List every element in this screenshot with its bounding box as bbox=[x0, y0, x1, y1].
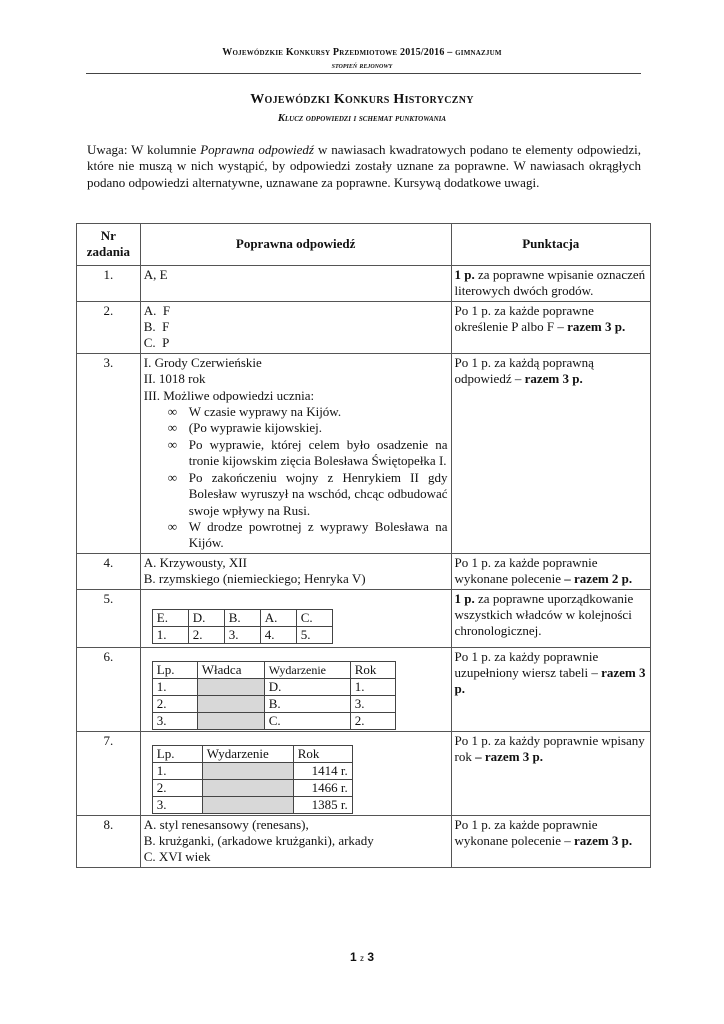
col-header: Rok bbox=[293, 745, 352, 762]
answer-line: B. krużganki, (arkadowe krużganki), arkady bbox=[143, 832, 374, 848]
task-answer bbox=[140, 815, 451, 867]
points-text: za poprawne wpisanie oznaczeń literowych dwóch grodów. bbox=[454, 266, 646, 299]
bullet-item bbox=[168, 519, 448, 552]
bullet-text: W drodze powrotnej z wyprawy Bolesława na Kijów. bbox=[188, 518, 448, 551]
task-answer bbox=[140, 553, 451, 589]
shaded-cell bbox=[202, 762, 293, 779]
task-number: 1. bbox=[77, 265, 141, 301]
cell: 2. bbox=[152, 779, 202, 796]
shaded-cell bbox=[197, 695, 264, 712]
years-table-row bbox=[152, 779, 352, 796]
order-cell: 4. bbox=[260, 626, 296, 643]
table-row bbox=[77, 647, 651, 731]
shaded-cell bbox=[202, 779, 293, 796]
cell: 1414 r. bbox=[293, 762, 352, 779]
points-bold: 1 p. bbox=[454, 266, 475, 282]
note-italic: Poprawna odpowiedź bbox=[200, 142, 314, 157]
cell: 1. bbox=[152, 678, 197, 695]
cell: D. bbox=[264, 678, 350, 695]
task-answer: A, E bbox=[140, 265, 451, 301]
task-number: 6. bbox=[77, 647, 141, 731]
header-answer: Poprawna odpowiedź bbox=[140, 224, 451, 266]
col-header: Wydarzenie bbox=[202, 745, 293, 762]
task-answer bbox=[140, 353, 451, 553]
shaded-cell bbox=[197, 678, 264, 695]
rulers-table-row bbox=[152, 695, 395, 712]
table-row bbox=[77, 265, 651, 301]
header-divider bbox=[86, 73, 641, 74]
answer-line: B. rzymskiego (niemieckiego; Henryka V) bbox=[143, 571, 366, 587]
bullet-text: W czasie wyprawy na Kijów. bbox=[188, 404, 342, 420]
points-bold: – razem 2 p. bbox=[564, 571, 633, 587]
order-cell: C. bbox=[296, 609, 332, 626]
order-cell: 2. bbox=[188, 626, 224, 643]
task-points bbox=[451, 647, 650, 731]
page-current: 1 bbox=[349, 950, 357, 964]
cell: 1. bbox=[152, 762, 202, 779]
shaded-cell bbox=[197, 712, 264, 729]
points-text: Po 1 p. za każde poprawnie wykonane polecenie – bbox=[454, 816, 598, 848]
task-points bbox=[451, 731, 650, 815]
header-line-2: stopień rejonowy bbox=[331, 60, 393, 70]
bullet-item bbox=[168, 470, 448, 519]
order-cell: E. bbox=[152, 609, 188, 626]
cell: 1466 r. bbox=[293, 779, 352, 796]
years-table-header bbox=[152, 745, 352, 762]
order-cell: A. bbox=[260, 609, 296, 626]
answer-line: C. P bbox=[143, 335, 170, 351]
task-answer bbox=[140, 301, 451, 353]
task-number: 7. bbox=[77, 731, 141, 815]
header-points: Punktacja bbox=[451, 224, 650, 266]
rulers-table-row bbox=[152, 712, 395, 729]
note-text-1: Uwaga: W kolumnie bbox=[87, 142, 201, 157]
infinity-bullet-icon: ∞ bbox=[167, 404, 178, 420]
cell: 3. bbox=[350, 695, 395, 712]
cell: C. bbox=[264, 712, 350, 729]
years-table-row bbox=[152, 762, 352, 779]
rulers-table bbox=[152, 661, 396, 730]
order-letters-row bbox=[152, 609, 332, 626]
page-total: 3 bbox=[367, 950, 375, 964]
points-text: Po 1 p. za każdy poprawnie uzupełniony wiersz tabeli – bbox=[454, 648, 602, 680]
cell: 3. bbox=[152, 796, 202, 813]
shaded-cell bbox=[202, 796, 293, 813]
points-text: Po 1 p. za każde poprawnie wykonane polecenie bbox=[454, 554, 598, 587]
page-number bbox=[0, 950, 724, 964]
task-number: 8. bbox=[77, 815, 141, 867]
bullet-item bbox=[168, 404, 448, 420]
order-numbers-row bbox=[152, 626, 332, 643]
answer-line: I. Grody Czerwieńskie bbox=[143, 354, 262, 370]
table-header-row bbox=[77, 224, 651, 266]
bullet-item bbox=[168, 437, 448, 470]
infinity-bullet-icon: ∞ bbox=[167, 518, 178, 534]
header-nr: Nr zadania bbox=[77, 224, 141, 266]
points-text: za poprawne uporządkowanie wszystkich władców w kolejności chronologicznej. bbox=[454, 590, 634, 639]
table-row bbox=[77, 301, 651, 353]
table-row bbox=[77, 815, 651, 867]
order-cell: B. bbox=[224, 609, 260, 626]
bullet-item bbox=[168, 420, 448, 436]
header-line-1: Wojewódzkie Konkursy Przedmiotowe 2015/2016 – gimnazjum bbox=[222, 47, 502, 58]
answer-line: II. 1018 rok bbox=[143, 371, 206, 387]
task-answer bbox=[140, 647, 451, 731]
col-header: Wydarzenie bbox=[264, 661, 350, 678]
task-answer bbox=[140, 731, 451, 815]
order-cell: 1. bbox=[152, 626, 188, 643]
col-header: Lp. bbox=[152, 661, 197, 678]
table-row bbox=[77, 553, 651, 589]
infinity-bullet-icon: ∞ bbox=[167, 436, 178, 452]
task-number: 2. bbox=[77, 301, 141, 353]
task-points bbox=[451, 353, 650, 553]
task-points bbox=[451, 815, 650, 867]
answer-line: III. Możliwe odpowiedzi ucznia: bbox=[143, 387, 315, 403]
points-text: Po 1 p. za każdy poprawnie wpisany rok bbox=[454, 732, 645, 764]
task-number: 4. bbox=[77, 553, 141, 589]
infinity-bullet-icon: ∞ bbox=[167, 469, 178, 485]
points-bold: – razem 3 p. bbox=[475, 748, 544, 764]
table-row bbox=[77, 731, 651, 815]
years-table bbox=[152, 745, 353, 814]
task-points bbox=[451, 301, 650, 353]
task-number: 3. bbox=[77, 353, 141, 553]
task-points bbox=[451, 265, 650, 301]
page-title: Wojewódzki Konkurs Historyczny bbox=[250, 92, 474, 107]
points-bold: razem 3 p. bbox=[454, 664, 646, 697]
page-separator: z bbox=[360, 954, 364, 963]
points-bold: razem 3 p. bbox=[567, 319, 626, 335]
bullet-text: (Po wyprawie kijowskiej. bbox=[188, 420, 322, 436]
note-text-2: w nawiasach kwadratowych podano te elementy odpowiedzi, które nie muszą w nich wystąpić, by odpowiedzi zostały uznane za poprawne. W nawiasach okrągłych podano odpowiedzi alternatywne, uznawane za poprawne. Kursywą dodatkowe uwagi. bbox=[87, 142, 641, 190]
cell: 3. bbox=[152, 712, 197, 729]
cell: B. bbox=[264, 695, 350, 712]
points-bold: 1 p. bbox=[454, 590, 475, 606]
cell: 2. bbox=[152, 695, 197, 712]
answer-line: A. Krzywousty, XII bbox=[143, 554, 247, 570]
order-cell: D. bbox=[188, 609, 224, 626]
cell: 1385 r. bbox=[293, 796, 352, 813]
rulers-table-row bbox=[152, 678, 395, 695]
answer-line: A. F bbox=[143, 302, 171, 318]
order-cell: 3. bbox=[224, 626, 260, 643]
points-text: Po 1 p. za każdą poprawną odpowiedź – bbox=[454, 354, 594, 387]
page-subtitle: Klucz odpowiedzi i schemat punktowania bbox=[277, 113, 447, 124]
cell: 2. bbox=[350, 712, 395, 729]
order-cell: 5. bbox=[296, 626, 332, 643]
points-bold: razem 3 p. bbox=[524, 371, 583, 387]
task-number: 5. bbox=[77, 589, 141, 647]
rulers-table-header bbox=[152, 661, 395, 678]
task-answer bbox=[140, 589, 451, 647]
answer-key-table bbox=[76, 223, 651, 868]
note-paragraph bbox=[87, 142, 641, 191]
years-table-row bbox=[152, 796, 352, 813]
answer-line: A. styl renesansowy (renesans), bbox=[143, 816, 309, 832]
table-row bbox=[77, 589, 651, 647]
bullet-text: Po wyprawie, której celem było osadzenie na tronie kijowskim zięcia Bolesława Świętopełka I. bbox=[188, 436, 448, 469]
answer-line: B. F bbox=[143, 319, 170, 335]
infinity-bullet-icon: ∞ bbox=[167, 420, 178, 436]
answer-line: C. XVI wiek bbox=[143, 849, 211, 865]
points-text: Po 1 p. za każde poprawne określenie P albo F – bbox=[454, 302, 594, 335]
cell: 1. bbox=[350, 678, 395, 695]
task-points bbox=[451, 553, 650, 589]
task-points bbox=[451, 589, 650, 647]
points-bold: razem 3 p. bbox=[574, 832, 633, 848]
col-header: Rok bbox=[350, 661, 395, 678]
col-header: Lp. bbox=[152, 745, 202, 762]
table-row bbox=[77, 353, 651, 553]
bullet-text: Po zakończeniu wojny z Henrykiem II gdy Bolesław wyruszył na wschód, chcąc odbudować swoje wpływy na Rusi. bbox=[188, 469, 448, 518]
col-header: Władca bbox=[197, 661, 264, 678]
order-table bbox=[152, 609, 333, 644]
